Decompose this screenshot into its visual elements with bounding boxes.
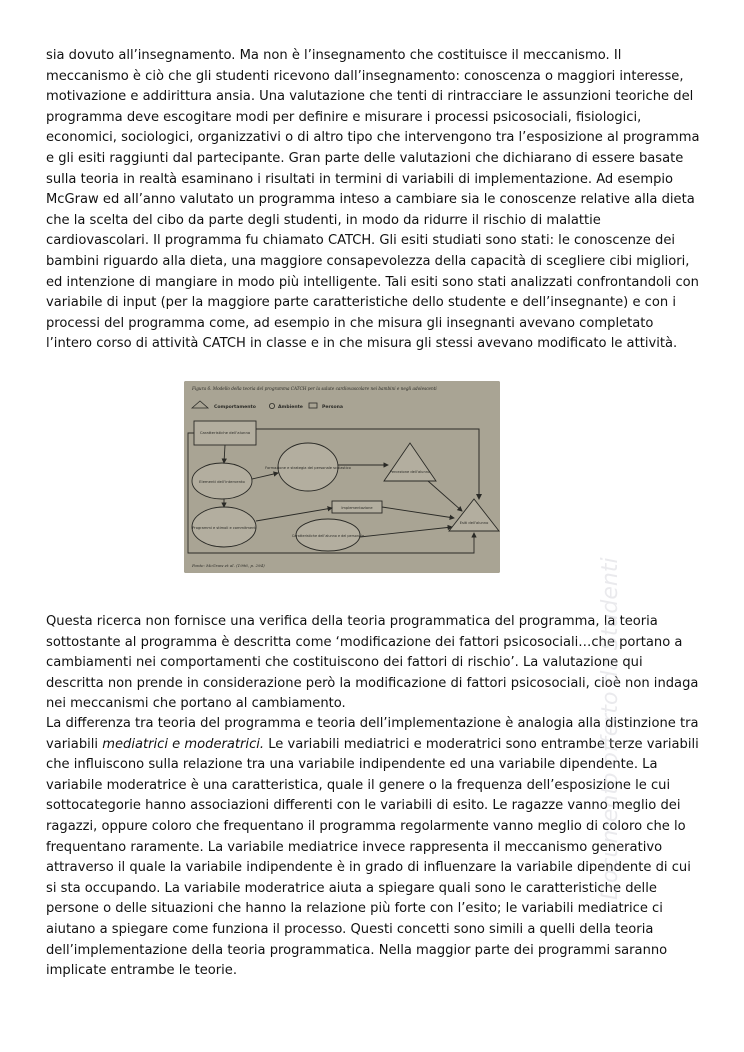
figure-caption: Figura 6. Modello della teoria del programma CATCH per la salute cardiovascolare nei bambini e negli adolescenti (192, 386, 437, 391)
catch-model-diagram (184, 381, 500, 573)
paragraph-3-rest: Le variabili mediatrici e moderatrici sono entrambe terze variabili che influiscono sulla relazione tra una variabile indipendente ed una variabile dipendente. La variabile moderatrice è una caratteristica, quale il genere o la frequenza dell’esposizione le cui sottocategorie hanno associazioni differenti con le variabili di esito. Le ragazze vanno meglio dei ragazzi, oppure coloro che frequentano il programma regolarmente vanno meglio di coloro che lo frequentano raramente. La variabile mediatrice invece rappresenta il meccanismo generativo attraverso il quale la variabile indipendente è in grado di influenzare la variabile dipendente di cui si sta occupando. La variabile moderatrice aiuta a spiegare quali sono le caratteristiche delle persone o delle situazioni che hanno la relazione più forte con l’esito; le variabili mediatrice ci aiutano a spiegare come funziona il processo. Questi concetti sono simili a quelli della teoria dell’implementazione della teoria programmatica. Nella maggior parte dei programmi saranno implicate entrambe le teorie. (46, 736, 699, 979)
catch-model-figure (184, 381, 500, 573)
watermark: Documento offerto da Studenti (598, 557, 623, 900)
node-intervention-label: Elementi dell’intervento (199, 479, 245, 484)
paragraph-2: Questa ricerca non fornisce una verifica della teoria programmatica del programma, la teoria sottostante al programma è descritta come ‘modificazione dei fattori psicosociali…che portano a cambiamenti nei comportamenti che costituiscono dei fattori di rischio’. La valutazione qui descritta non prende in considerazione però la modificazione di fattori psicosociali, cioè non indaga nei meccanismi che portano al cambiamento. (46, 614, 699, 712)
node-staff-chars-label: Caratteristiche dell’alunno e del personale (291, 534, 365, 538)
node-perception-label: Percezione dell’alunno (389, 470, 431, 474)
node-student-chars-label: Caratteristiche dell’alunno (199, 430, 251, 435)
node-school-climate-label: Formazione e strategia del personale scolastico (265, 466, 351, 470)
node-implementation-label: Implementazione (341, 506, 373, 510)
legend-behavior: Comportamento (214, 405, 256, 410)
paragraph-3-start: La differenza tra teoria del programma e teoria dell’implementazione è analogia alla distinzione tra variabili (46, 716, 699, 752)
legend-person: Persona (322, 405, 344, 410)
paragraph-1: sia dovuto all’insegnamento. Ma non è l’insegnamento che costituisce il meccanismo. Il meccanismo è ciò che gli studenti ricevono dall’insegnamento: conoscenza o maggiori interesse, motivazione e addirittura ansia. Una valutazione che tenti di rintracciare le assunzioni teoriche del programma deve escogitare modi per definire e misurare i processi psicosociali, fisiologici, economici, sociologici, organizzativi o di altro tipo che intervengono tra l’esposizione al programma e gli esiti raggiunti dal partecipante. Gran parte delle valutazioni che dichiarano di essere basate sulla teoria in realtà esaminano i risultati in termini di variabili di implementazione. Ad esempio McGraw ed all’anno valutato un programma inteso a cambiare sia le conoscenze relative alla dieta che la scelta del cibo da parte degli studenti, in modo da ridurre il rischio di malattie cardiovascolari. Il programma fu chiamato CATCH. Gli esiti studiati sono stati: le conoscenze dei bambini riguardo alla dieta, una maggiore consapevolezza della capacità di scegliere cibi migliori, ed intenzione di mangiare in modo più intelligente. Tali esiti sono stati analizzati confrontandoli con variabile di input (per la maggiore parte caratteristiche dello studente e dell’insegnante) e con i processi del programma come, ad esempio in che misura gli insegnanti avevano completato l’intero corso di attività CATCH in classe e in che misura gli stessi avevano modificato le attività. (46, 48, 700, 352)
figure-source: Fonte: McGraw et al. (1996, p. 294) (192, 563, 265, 568)
legend-environment: Ambiente (278, 405, 303, 410)
paragraph-3-italic: mediatrici e moderatrici. (102, 736, 265, 752)
node-outcomes-label: Esiti dell’alunno (459, 521, 489, 525)
node-programs-label: Programmi e stimoli e commitment (192, 526, 256, 530)
